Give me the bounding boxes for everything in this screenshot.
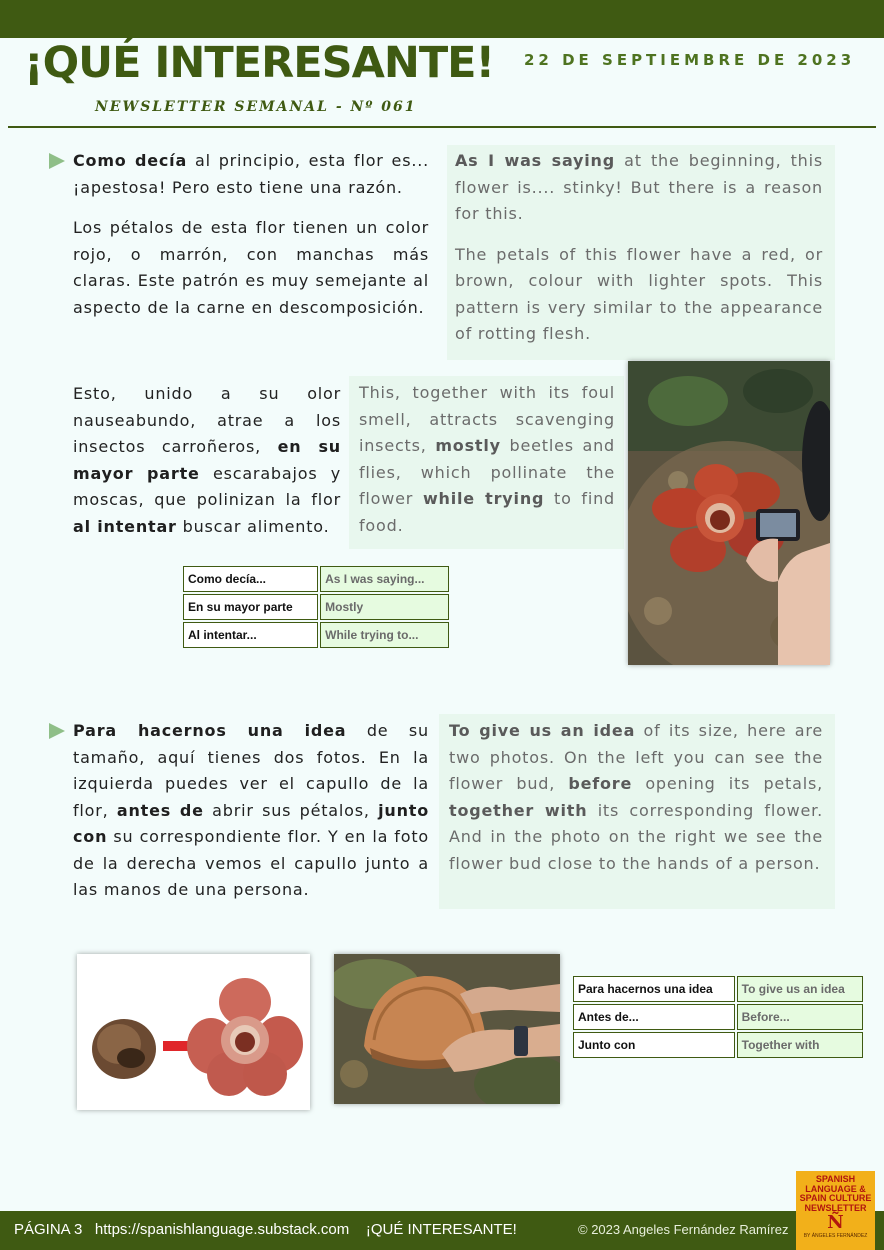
spanish-petals-text: Los pétalos de esta flor tienen un color rojo, o marrón, con manchas más claras. Este patrón es muy semejante al aspecto de la carne en descomposición.: [73, 218, 429, 317]
footer-info: [14, 1221, 517, 1238]
footer-newsletter-name: ¡QUÉ INTERESANTE!: [365, 1221, 517, 1238]
bud-to-flower-photo: [77, 954, 310, 1110]
english-translation-3: To give us an idea of its size, here are two photos. On the left you can see the flower bud, before opening its petals, together with its corresponding flower. And in the photo on the right we see the flower bud close to the hands of a person.: [439, 714, 835, 909]
bullet-arrow-icon: [49, 153, 65, 169]
footer-url-link[interactable]: https://spanishlanguage.substack.com: [94, 1221, 350, 1238]
keyword-como-decia: Como decía: [73, 151, 188, 170]
spanish-paragraph-2: Esto, unido a su olor nauseabundo, atrae a los insectos carroñeros, en su mayor parte escarabajos y moscas, que polinizan la flor al intentar buscar alimento.: [73, 384, 341, 536]
vocab-english-cell: Mostly: [320, 594, 449, 620]
vocab-english-cell: Before...: [737, 1004, 863, 1030]
table-row: [183, 622, 449, 648]
newsletter-subtitle: NEWSLETTER SEMANAL - Nº 061: [95, 99, 417, 115]
vocab-english-cell: As I was saying...: [320, 566, 449, 592]
english-translation-2: This, together with its foul smell, attracts scavenging insects, mostly beetles and flies, which pollinate the flower while trying to find food.: [349, 376, 624, 549]
keyword-as-i-was-saying: As I was saying: [455, 151, 616, 170]
vocab-english-cell: Together with: [737, 1032, 863, 1058]
bud-with-hands-photo: [334, 954, 560, 1104]
english-translation-1: As I was saying at the beginning, this flower is.... stinky! But there is a reason for this. The petals of this flower have a red, or brown, colour with lighter spots. This pattern is very similar to the appearance of rotting flesh.: [447, 145, 835, 360]
n-tilde-icon: Ñ: [827, 1212, 844, 1233]
keyword-para-hacernos-una-idea: Para hacernos una idea: [73, 721, 347, 740]
keyword-junto-con: junto con: [73, 800, 429, 846]
keyword-en-su-mayor-parte: en su mayor parte: [73, 437, 341, 483]
table-row: [573, 1032, 863, 1058]
vocab-spanish-cell: Como decía...: [183, 566, 318, 592]
vocab-spanish-cell: Para hacernos una idea: [573, 976, 735, 1002]
vocab-spanish-cell: Junto con: [573, 1032, 735, 1058]
keyword-before: before: [568, 774, 633, 793]
top-banner: [0, 0, 884, 38]
header-divider: [8, 126, 876, 128]
spanish-paragraph-3: Para hacernos una idea de su tamaño, aquí tienes dos fotos. En la izquierda puedes ver el capullo de la flor, antes de abrir sus pétalos, junto con su correspondiente flor. Y en la foto de la derecha vemos el capullo junto a las manos de una persona.: [73, 721, 429, 899]
keyword-to-give-us-an-idea: To give us an idea: [449, 721, 636, 740]
rafflesia-forest-photo: [628, 361, 830, 665]
table-row: [573, 1004, 863, 1030]
vocab-english-cell: To give us an idea: [737, 976, 863, 1002]
newsletter-logo: SPANISH LANGUAGE & SPAIN CULTURE NEWSLETTER Ñ BY ÁNGELES FERNÁNDEZ: [796, 1171, 875, 1250]
table-row: [573, 976, 863, 1002]
keyword-while-trying: while trying: [422, 489, 545, 508]
keyword-al-intentar: al intentar: [73, 516, 177, 536]
vocab-spanish-cell: En su mayor parte: [183, 594, 318, 620]
keyword-together-with: together with: [449, 800, 588, 820]
newsletter-title: ¡QUÉ INTERESANTE!: [24, 38, 495, 88]
vocabulary-table-2: [571, 974, 865, 1060]
bullet-arrow-icon: [49, 723, 65, 739]
vocabulary-table-1: [181, 564, 451, 650]
vocab-english-cell: While trying to...: [320, 622, 449, 648]
copyright: © 2023 Angeles Fernández Ramírez: [578, 1222, 789, 1237]
vocab-spanish-cell: Antes de...: [573, 1004, 735, 1030]
keyword-mostly: mostly: [435, 436, 501, 455]
table-row: [183, 594, 449, 620]
issue-date: 22 DE SEPTIEMBRE DE 2023: [524, 51, 856, 69]
english-petals-text: The petals of this flower have a red, or brown, colour with lighter spots. This pattern is very similar to the appearance of rotting flesh.: [455, 244, 823, 343]
vocab-spanish-cell: Al intentar...: [183, 622, 318, 648]
page-number: PÁGINA 3: [14, 1221, 83, 1238]
spanish-paragraph-1: Como decía al principio, esta flor es... ¡apestosa! Pero esto tiene una razón. Los pétalos de esta flor tienen un color rojo, o marrón, con manchas más claras. Este patrón es muy semejante al aspecto de la carne en descomposición.: [73, 148, 429, 321]
table-row: [183, 566, 449, 592]
keyword-antes-de: antes de: [116, 800, 204, 820]
